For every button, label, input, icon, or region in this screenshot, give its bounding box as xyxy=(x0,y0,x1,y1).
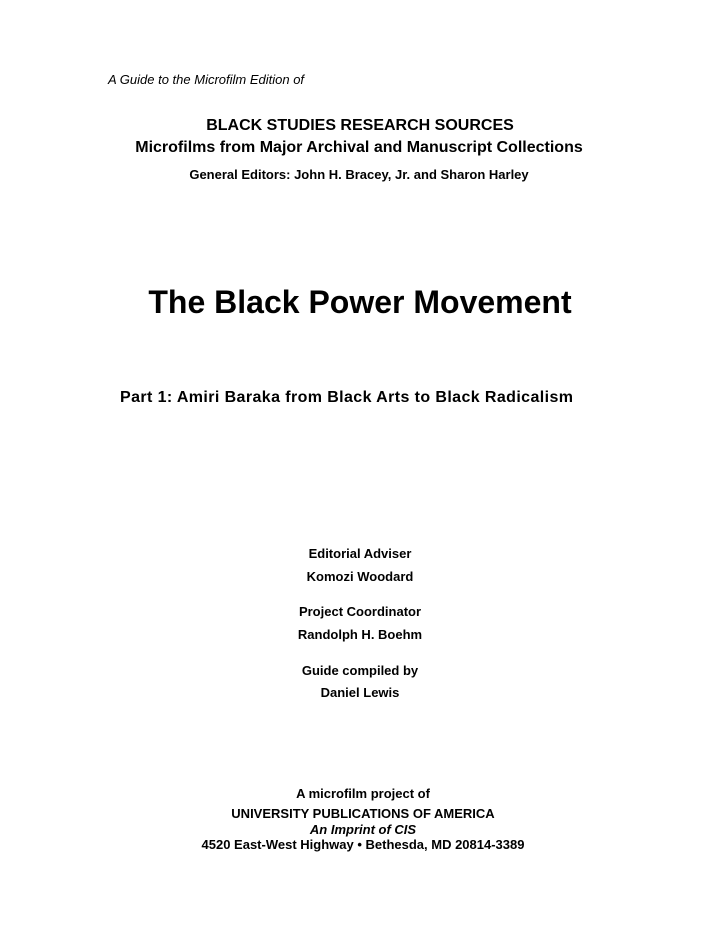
footer-imprint: An Imprint of CIS xyxy=(309,822,417,837)
editorial-adviser-role: Editorial Adviser xyxy=(308,546,412,561)
editorial-adviser-name: Komozi Woodard xyxy=(306,569,414,584)
project-coordinator-role: Project Coordinator xyxy=(298,604,422,619)
page-title: The Black Power Movement xyxy=(148,284,572,320)
footer-publisher: UNIVERSITY PUBLICATIONS OF AMERICA xyxy=(231,806,495,821)
general-editors: General Editors: John H. Bracey, Jr. and Sharon Harley xyxy=(189,167,529,182)
guide-intro-text: A Guide to the Microfilm Edition of xyxy=(108,72,305,87)
guide-compiler-role: Guide compiled by xyxy=(301,663,419,678)
series-title: BLACK STUDIES RESEARCH SOURCES xyxy=(206,117,514,134)
series-subtitle: Microfilms from Major Archival and Manuscript Collections xyxy=(135,139,583,156)
project-coordinator-name: Randolph H. Boehm xyxy=(297,627,423,642)
footer-project-line: A microfilm project of xyxy=(296,786,430,801)
part-title: Part 1: Amiri Baraka from Black Arts to Black Radicalism xyxy=(120,389,574,406)
guide-compiler-name: Daniel Lewis xyxy=(320,685,400,700)
footer-address: 4520 East-West Highway • Bethesda, MD 20814-3389 xyxy=(201,837,525,852)
